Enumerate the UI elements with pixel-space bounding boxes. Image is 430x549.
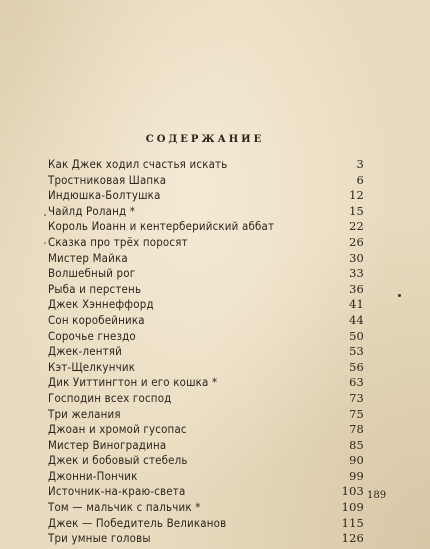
entry-title: Индюшка-Болтушка [48, 188, 161, 203]
ink-speck [44, 214, 46, 216]
entry-page-number: 50 [349, 328, 364, 343]
toc-entry [48, 484, 364, 500]
toc-entry [48, 282, 364, 298]
entry-page-number: 15 [349, 203, 364, 218]
ink-speck [44, 242, 46, 244]
page-number: 189 [367, 490, 387, 501]
toc-entry [48, 422, 364, 438]
toc-entry [48, 516, 364, 532]
entry-page-number: 78 [349, 422, 364, 437]
entry-title: Король Иоанн и кентерберийский аббат [48, 219, 275, 234]
entry-page-number: 41 [349, 297, 364, 312]
page-title: СОДЕРЖАНИЕ [145, 134, 265, 145]
entry-page-number: 103 [341, 484, 364, 499]
toc-entry [48, 407, 364, 423]
entry-title: Источник-на-краю-света [48, 484, 186, 499]
entry-page-number: 85 [349, 437, 364, 452]
entry-title: Тростниковая Шапка [48, 172, 167, 187]
entry-page-number: 115 [341, 515, 364, 530]
entry-title: Чайлд Роланд * [48, 203, 136, 218]
entry-title: Сон коробейника [48, 312, 145, 327]
entry-title: Мистер Виноградина [48, 437, 167, 452]
entry-page-number: 22 [349, 219, 364, 234]
entry-title: Джек Хэннеффорд [48, 297, 154, 312]
entry-title: Сорочье гнездо [48, 328, 136, 343]
entry-title: Джек — Победитель Великанов [48, 515, 227, 530]
entry-page-number: 99 [349, 468, 364, 483]
entry-title: Волшебный рог [48, 266, 136, 281]
entry-page-number: 3 [356, 157, 364, 171]
toc-entry [48, 329, 364, 345]
entry-title: Господин всех господ [48, 390, 172, 405]
toc-entry [48, 360, 364, 376]
entry-page-number: 44 [349, 312, 364, 327]
toc-entry [48, 438, 364, 454]
entry-title: Рыба и перстень [48, 281, 142, 296]
toc-entry [48, 266, 364, 282]
toc-entry [48, 204, 364, 220]
entry-page-number: 56 [349, 359, 364, 374]
toc-entry [48, 235, 364, 251]
entry-title: Джонни-Пончик [48, 468, 138, 483]
toc-entry [48, 219, 364, 235]
toc-entry [48, 469, 364, 485]
toc-entry [48, 391, 364, 407]
entry-page-number: 6 [356, 172, 364, 187]
toc-entry [48, 188, 364, 204]
entry-page-number: 33 [349, 266, 364, 281]
entry-page-number: 126 [341, 531, 364, 546]
toc-entry [48, 251, 364, 267]
entry-title: Том — мальчик с пальчик * [48, 500, 201, 515]
table-of-contents [48, 157, 364, 547]
toc-entry [48, 375, 364, 391]
toc-entry [48, 531, 364, 547]
entry-page-number: 53 [349, 344, 364, 359]
entry-title: Джек и бобовый стебель [48, 453, 188, 468]
entry-title: Дик Уиттингтон и его кошка * [48, 375, 218, 390]
entry-title: Мистер Майка [48, 250, 128, 265]
entry-title: Три умные головы [48, 531, 151, 546]
entry-title: Три желания [48, 406, 121, 421]
toc-entry [48, 297, 364, 313]
entry-page-number: 12 [349, 188, 364, 203]
toc-entry [48, 173, 364, 189]
toc-entry [48, 157, 364, 173]
entry-page-number: 75 [349, 406, 364, 421]
entry-title: Как Джек ходил счастья искать [48, 157, 228, 171]
entry-page-number: 73 [349, 390, 364, 405]
entry-title: Кэт-Щелкунчик [48, 359, 136, 374]
toc-entry [48, 313, 364, 329]
entry-page-number: 109 [341, 500, 364, 515]
entry-page-number: 26 [349, 234, 364, 249]
entry-page-number: 90 [349, 453, 364, 468]
toc-entry [48, 344, 364, 360]
toc-entry [48, 453, 364, 469]
entry-title: Сказка про трёх поросят [48, 234, 188, 249]
toc-entry [48, 500, 364, 516]
entry-title: Джоан и хромой гусопас [48, 422, 187, 437]
entry-page-number: 63 [349, 375, 364, 390]
entry-page-number: 30 [349, 250, 364, 265]
entry-title: Джек-лентяй [48, 344, 122, 359]
entry-page-number: 36 [349, 281, 364, 296]
ink-speck [398, 294, 401, 297]
